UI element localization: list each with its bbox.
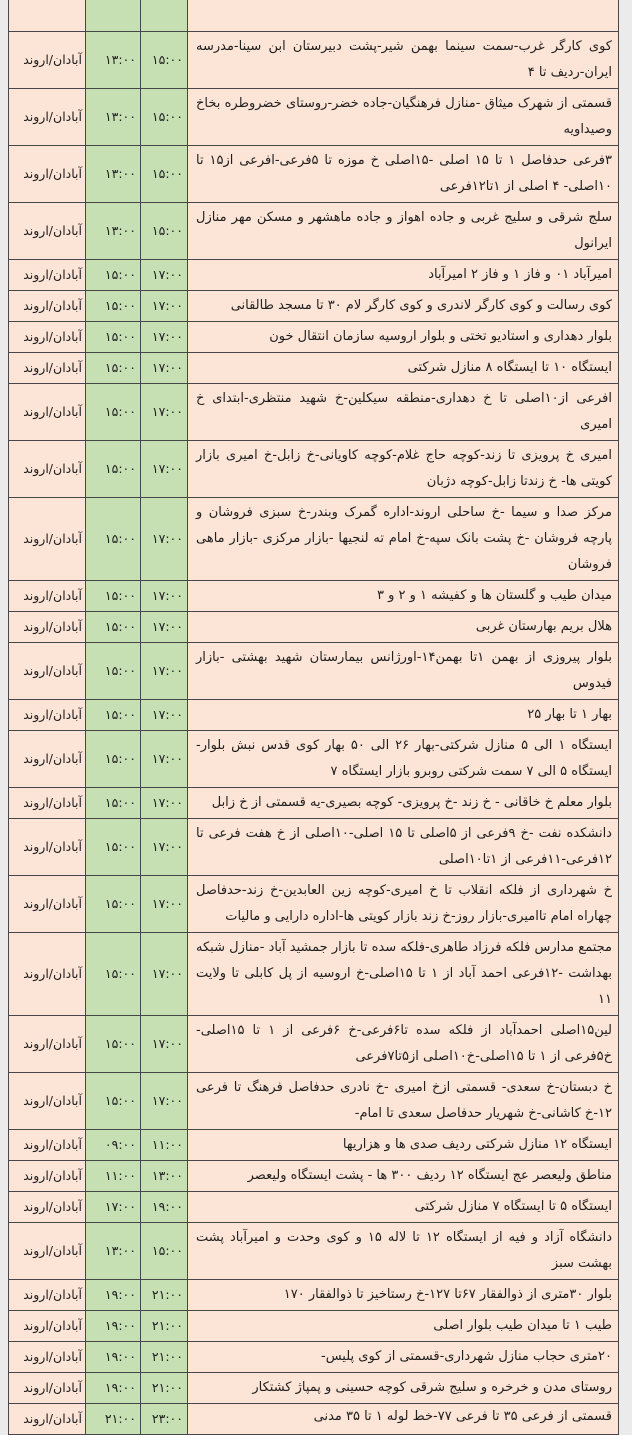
table-row [9,818,619,875]
start-time-cell: ۱۳:۰۰ [86,31,141,88]
start-time-cell: ۱۵:۰۰ [86,818,141,875]
table-row [9,88,619,145]
region-cell: آبادان/اروند [9,1015,86,1072]
area-cell: طیب ۱ تا میدان طیب بلوار اصلی [188,1310,619,1341]
area-cell: سلج شرقی و سلیج غربی و جاده اهواز و جاده ماهشهر و مسکن مهر منازل ایرانول [188,202,619,259]
region-cell: آبادان/اروند [9,88,86,145]
area-cell: هلال بریم بهارستان غربی [188,611,619,642]
outage-schedule [8,0,618,1426]
end-time-cell: ۱۵:۰۰ [141,202,188,259]
area-cell: بلوار معلم خ خاقانی - خ زند -خ پرویزی- کوچه بصیری-یه قسمتی از خ زابل [188,787,619,818]
area-cell: امیری خ پرویزی تا زند-کوچه حاج غلام-کوچه کاویانی-خ زابل-خ امیری بازار کویتی ها- خ زندتا زابل-کوچه دژبان [188,440,619,497]
end-time-cell: ۱۷:۰۰ [141,580,188,611]
start-time-cell: ۱۹:۰۰ [86,1372,141,1403]
table-row [9,875,619,932]
area-cell: قسمتی از شهرک میثاق -منازل فرهنگیان-جاده خضر-روستای خضروطره بخاخ وصیداویه [188,88,619,145]
region-cell: آبادان/اروند [9,642,86,699]
area-cell: دانشکده نفت -خ ۹فرعی از ۵اصلی تا ۱۵ اصلی-۱۰اصلی از خ هفت فرعی تا ۱۲فرعی-۱۱فرعی از ۱تا۱۰اصلی [188,818,619,875]
table-row [9,1279,619,1310]
start-time-cell: ۱۵:۰۰ [86,932,141,1015]
table-row [9,787,619,818]
start-time-cell: ۱۳:۰۰ [86,145,141,202]
region-cell: آبادان/اروند [9,352,86,383]
region-cell: آبادان/اروند [9,1222,86,1279]
region-cell: آبادان/اروند [9,145,86,202]
start-time-cell: ۱۳:۰۰ [86,88,141,145]
end-time-cell: ۱۷:۰۰ [141,321,188,352]
table-row [9,1015,619,1072]
table-row [9,1222,619,1279]
area-cell: خ شهرداری از فلکه انقلاب تا خ امیری-کوچه زین العابدین-خ زند-حدفاصل چهاراه امام تاامیری-بازار روز-خ زند بازار کویتی ها-اداره دارایی و مالیات [188,875,619,932]
region-cell: آبادان/اروند [9,290,86,321]
region-cell: آبادان/اروند [9,1191,86,1222]
start-time-cell: ۱۹:۰۰ [86,1310,141,1341]
region-cell: آبادان/اروند [9,611,86,642]
end-time-cell: ۱۷:۰۰ [141,259,188,290]
area-cell: میدان طیب و گلستان ها و کفیشه ۱ و ۲ و ۳ [188,580,619,611]
end-time-cell: ۱۷:۰۰ [141,611,188,642]
area-cell: ایستگاه ۵ تا ایستگاه ۷ منازل شرکتی [188,1191,619,1222]
start-time-cell [86,0,141,31]
start-time-cell: ۱۵:۰۰ [86,787,141,818]
region-cell: آبادان/اروند [9,580,86,611]
region-cell: آبادان/اروند [9,259,86,290]
area-cell: بلوار پیروزی از بهمن ۱تا بهمن۱۴-اورژانس بیمارستان شهید بهشتی -بازار فیدوس [188,642,619,699]
area-cell: بهار ۱ تا بهار ۲۵ [188,699,619,730]
area-cell: بلوار ۳۰متری از ذوالفقار ۶۷تا ۱۲۷-خ رستاخیز تا ذوالفقار ۱۷۰ [188,1279,619,1310]
end-time-cell: ۱۵:۰۰ [141,1222,188,1279]
table-row [9,321,619,352]
region-cell: آبادان/اروند [9,932,86,1015]
end-time-cell: ۱۷:۰۰ [141,352,188,383]
start-time-cell: ۱۹:۰۰ [86,1341,141,1372]
end-time-cell: ۱۱:۰۰ [141,1129,188,1160]
end-time-cell: ۱۷:۰۰ [141,818,188,875]
table-row [9,1072,619,1129]
table-row [9,383,619,440]
region-cell: آبادان/اروند [9,1072,86,1129]
start-time-cell: ۲۱:۰۰ [86,1403,141,1434]
end-time-cell: ۱۷:۰۰ [141,497,188,580]
region-cell: آبادان/اروند [9,1160,86,1191]
region-cell: آبادان/اروند [9,440,86,497]
start-time-cell: ۱۳:۰۰ [86,202,141,259]
table-row [9,290,619,321]
area-cell: خ دبستان-خ سعدی- قسمتی ازخ امیری -خ نادری حدفاصل فرهنگ تا فرعی ۱۲-خ کاشانی-خ شهریار حدفاصل سعدی تا امام- [188,1072,619,1129]
table-row [9,642,619,699]
region-cell: آبادان/اروند [9,202,86,259]
region-cell: آبادان/اروند [9,875,86,932]
end-time-cell: ۱۷:۰۰ [141,290,188,321]
table-row [9,730,619,787]
end-time-cell: ۱۷:۰۰ [141,699,188,730]
area-cell: کوی کارگر غرب-سمت سینما بهمن شیر-پشت دبیرستان ابن سینا-مدرسه ایران-ردیف تا ۴ [188,31,619,88]
table-row [9,580,619,611]
region-cell: آبادان/اروند [9,497,86,580]
region-cell: آبادان/اروند [9,1310,86,1341]
end-time-cell: ۱۳:۰۰ [141,1160,188,1191]
table-row [9,1160,619,1191]
start-time-cell: ۱۷:۰۰ [86,1191,141,1222]
area-cell: قسمتی از فرعی ۳۵ تا فرعی ۷۷-خط لوله ۱ تا ۳۵ مدنی [188,1403,619,1434]
end-time-cell: ۱۷:۰۰ [141,787,188,818]
start-time-cell: ۱۵:۰۰ [86,352,141,383]
end-time-cell [141,0,188,31]
end-time-cell: ۲۱:۰۰ [141,1341,188,1372]
end-time-cell: ۱۷:۰۰ [141,730,188,787]
region-cell: آبادان/اروند [9,383,86,440]
outage-table [8,0,619,1435]
region-cell: آبادان/اروند [9,1403,86,1434]
region-cell [9,0,86,31]
start-time-cell: ۱۵:۰۰ [86,259,141,290]
end-time-cell: ۲۱:۰۰ [141,1310,188,1341]
start-time-cell: ۱۹:۰۰ [86,1279,141,1310]
start-time-cell: ۱۵:۰۰ [86,290,141,321]
start-time-cell: ۱۱:۰۰ [86,1160,141,1191]
start-time-cell: ۰۹:۰۰ [86,1129,141,1160]
table-row [9,0,619,31]
table-row [9,1341,619,1372]
area-cell: امیرآباد ۰۱ و فاز ۱ و فاز ۲ امیرآباد [188,259,619,290]
start-time-cell: ۱۳:۰۰ [86,1222,141,1279]
table-row [9,145,619,202]
table-row [9,31,619,88]
region-cell: آبادان/اروند [9,321,86,352]
start-time-cell: ۱۵:۰۰ [86,1072,141,1129]
table-row [9,497,619,580]
table-row [9,611,619,642]
start-time-cell: ۱۵:۰۰ [86,440,141,497]
region-cell: آبادان/اروند [9,699,86,730]
region-cell: آبادان/اروند [9,1279,86,1310]
end-time-cell: ۱۵:۰۰ [141,88,188,145]
end-time-cell: ۲۳:۰۰ [141,1403,188,1434]
area-cell: لین۱۵اصلی احمدآباد از فلکه سده تا۶فرعی-خ ۶فرعی از ۱ تا ۱۵اصلی-خ۵فرعی از ۱ تا ۱۵اصلی-خ۱۰اصلی از۵تا۷فرعی [188,1015,619,1072]
table-row [9,1372,619,1403]
start-time-cell: ۱۵:۰۰ [86,699,141,730]
end-time-cell: ۱۷:۰۰ [141,875,188,932]
area-cell: مناطق ولیعصر عج ایستگاه ۱۲ ردیف ۳۰۰ ها - پشت ایستگاه ولیعصر [188,1160,619,1191]
area-cell: ۲۰متری حجاب منازل شهرداری-قسمتی از کوی پلیس- [188,1341,619,1372]
area-cell: ۳فرعی حدفاصل ۱ تا ۱۵ اصلی -۱۵اصلی خ موزه تا ۵فرعی-افرعی از۱۵ تا ۱۰اصلی- ۴ اصلی از ۱تا۱۲فرعی [188,145,619,202]
table-row [9,699,619,730]
area-cell: کوی رسالت و کوی کارگر لاندری و کوی کارگر لام ۳۰ تا مسجد طالقانی [188,290,619,321]
table-row [9,259,619,290]
outage-table-body [9,0,619,1434]
start-time-cell: ۱۵:۰۰ [86,730,141,787]
start-time-cell: ۱۵:۰۰ [86,642,141,699]
region-cell: آبادان/اروند [9,1372,86,1403]
area-cell: ایستگاه ۱۲ منازل شرکتی ردیف صدی ها و هزاریها [188,1129,619,1160]
area-cell: روستای مدن و خرخره و سلیج شرقی کوچه حسینی و پمپاژ کشتکار [188,1372,619,1403]
end-time-cell: ۱۹:۰۰ [141,1191,188,1222]
end-time-cell: ۱۵:۰۰ [141,31,188,88]
table-row [9,1310,619,1341]
end-time-cell: ۱۷:۰۰ [141,932,188,1015]
table-row [9,932,619,1015]
start-time-cell: ۱۵:۰۰ [86,321,141,352]
table-row [9,1191,619,1222]
end-time-cell: ۱۵:۰۰ [141,145,188,202]
area-cell: مرکز صدا و سیما -خ ساحلی اروند-اداره گمرک وبندر-خ سبزی فروشان و پارچه فروشان -خ پشت بانک سپه-خ امام ته لنجیها -بازار مرکزی -بازار ماهی فروشان [188,497,619,580]
end-time-cell: ۲۱:۰۰ [141,1372,188,1403]
end-time-cell: ۱۷:۰۰ [141,1015,188,1072]
end-time-cell: ۲۱:۰۰ [141,1279,188,1310]
area-cell [188,0,619,31]
region-cell: آبادان/اروند [9,1341,86,1372]
area-cell: افرعی از۱۰اصلی تا خ دهداری-منطقه سیکلین-خ شهید منتظری-ابتدای خ امیری [188,383,619,440]
table-row [9,440,619,497]
end-time-cell: ۱۷:۰۰ [141,1072,188,1129]
table-row [9,1403,619,1434]
start-time-cell: ۱۵:۰۰ [86,611,141,642]
end-time-cell: ۱۷:۰۰ [141,642,188,699]
table-row [9,202,619,259]
start-time-cell: ۱۵:۰۰ [86,383,141,440]
area-cell: ایستگاه ۱ الی ۵ منازل شرکتی-بهار ۲۶ الی ۵۰ بهار کوی قدس نبش بلوار-ایستگاه ۵ الی ۷ سمت شرکتی روبرو بازار ایستگاه ۷ [188,730,619,787]
area-cell: ایستگاه ۱۰ تا ایستگاه ۸ منازل شرکتی [188,352,619,383]
region-cell: آبادان/اروند [9,818,86,875]
region-cell: آبادان/اروند [9,730,86,787]
area-cell: بلوار دهداری و استادیو تختی و بلوار اروسیه سازمان انتقال خون [188,321,619,352]
area-cell: مجتمع مدارس فلکه فرزاد طاهری-فلکه سده تا بازار جمشید آباد -منازل شبکه بهداشت -۱۲فرعی احمد آباد از ۱ تا ۱۵اصلی-خ اروسیه از پل کابلی تا ولایت ۱۱ [188,932,619,1015]
start-time-cell: ۱۵:۰۰ [86,1015,141,1072]
end-time-cell: ۱۷:۰۰ [141,383,188,440]
region-cell: آبادان/اروند [9,1129,86,1160]
region-cell: آبادان/اروند [9,31,86,88]
area-cell: دانشگاه آزاد و فیه از ایستگاه ۱۲ تا لاله ۱۵ و کوی وحدت و امیرآباد پشت بهشت سبز [188,1222,619,1279]
start-time-cell: ۱۵:۰۰ [86,497,141,580]
table-row [9,352,619,383]
start-time-cell: ۱۵:۰۰ [86,580,141,611]
table-row [9,1129,619,1160]
region-cell: آبادان/اروند [9,787,86,818]
end-time-cell: ۱۷:۰۰ [141,440,188,497]
start-time-cell: ۱۵:۰۰ [86,875,141,932]
